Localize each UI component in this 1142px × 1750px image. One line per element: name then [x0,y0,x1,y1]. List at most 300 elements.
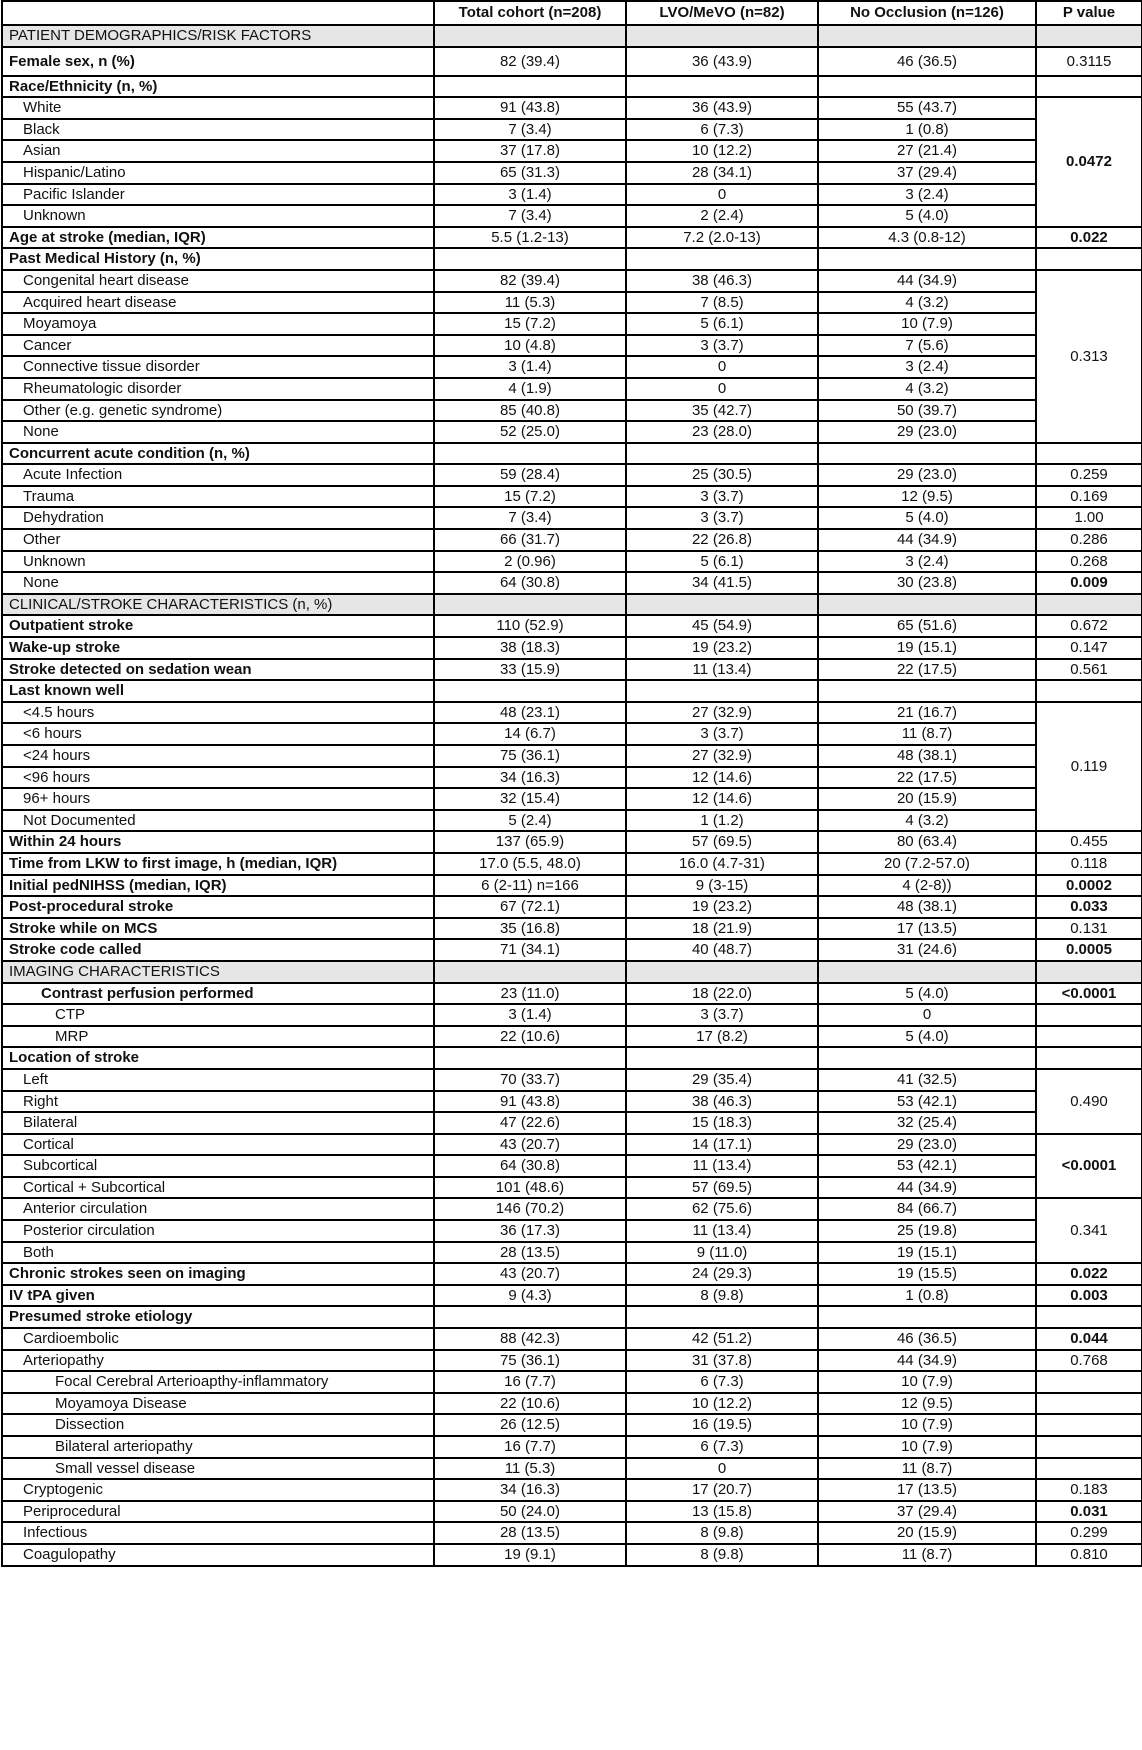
section-title: IMAGING CHARACTERISTICS [2,961,434,983]
cell-p-value: 0.022 [1036,1263,1142,1285]
section-title: PATIENT DEMOGRAPHICS/RISK FACTORS [2,25,434,47]
row-label: White [2,97,434,119]
cell-no-occlusion: 12 (9.5) [818,486,1036,508]
cell-lvo-mevo: 8 (9.8) [626,1522,818,1544]
table-row [2,486,1142,508]
cell-lvo-mevo: 14 (17.1) [626,1134,818,1156]
table-row [2,76,1142,98]
table-row [2,831,1142,853]
cell-total-cohort: 146 (70.2) [434,1198,626,1220]
cell-p-value [1036,1026,1142,1048]
cell-total-cohort: 91 (43.8) [434,97,626,119]
cell-p-value: 0.003 [1036,1285,1142,1307]
table-row [2,572,1142,594]
cell-total-cohort: 75 (36.1) [434,1350,626,1372]
row-label: Trauma [2,486,434,508]
cell-lvo-mevo [626,443,818,465]
cell-lvo-mevo [626,1047,818,1069]
cell-p-value: 0.022 [1036,227,1142,249]
table-row [2,1263,1142,1285]
row-label: None [2,421,434,443]
table-row [2,248,1142,270]
row-label: Focal Cerebral Arterioapthy-inflammatory [2,1371,434,1393]
cell-total-cohort: 17.0 (5.5, 48.0) [434,853,626,875]
cell-lvo-mevo: 22 (26.8) [626,529,818,551]
cell-total-cohort: 3 (1.4) [434,184,626,206]
cell-total-cohort: 10 (4.8) [434,335,626,357]
table-row [2,1501,1142,1523]
cell-p-value: 0.313 [1036,270,1142,443]
cell-p-value: 0.033 [1036,896,1142,918]
cell-total-cohort: 38 (18.3) [434,637,626,659]
row-label: Stroke code called [2,939,434,961]
row-label: Rheumatologic disorder [2,378,434,400]
row-label: CTP [2,1004,434,1026]
table-row [2,97,1142,119]
row-label: IV tPA given [2,1285,434,1307]
table-row [2,1026,1142,1048]
table-row [2,918,1142,940]
table-row [2,162,1142,184]
cell-no-occlusion: 10 (7.9) [818,1414,1036,1436]
cell-p-value: 0.0002 [1036,875,1142,897]
row-label: Coagulopathy [2,1544,434,1566]
cell-total-cohort: 91 (43.8) [434,1091,626,1113]
cell-no-occlusion: 32 (25.4) [818,1112,1036,1134]
cell-no-occlusion: 29 (23.0) [818,1134,1036,1156]
cell-no-occlusion: 4 (3.2) [818,810,1036,832]
cell-total-cohort: 43 (20.7) [434,1134,626,1156]
table-row [2,1047,1142,1069]
cell-no-occlusion: 4.3 (0.8-12) [818,227,1036,249]
cell-lvo-mevo: 5 (6.1) [626,313,818,335]
row-label: Bilateral [2,1112,434,1134]
cell-no-occlusion: 22 (17.5) [818,767,1036,789]
cell-no-occlusion: 22 (17.5) [818,659,1036,681]
row-label: Unknown [2,551,434,573]
cell-p-value: 0.561 [1036,659,1142,681]
cell-p-value: 0.768 [1036,1350,1142,1372]
table-row [2,1393,1142,1415]
cell-lvo-mevo: 15 (18.3) [626,1112,818,1134]
row-label: Moyamoya Disease [2,1393,434,1415]
cell-p-value [1036,1458,1142,1480]
cell-p-value [1036,1393,1142,1415]
table-row [2,1155,1142,1177]
cell-lvo-mevo [626,961,818,983]
cell-total-cohort: 5.5 (1.2-13) [434,227,626,249]
row-label: <4.5 hours [2,702,434,724]
cell-p-value: 0.810 [1036,1544,1142,1566]
cell-total-cohort: 101 (48.6) [434,1177,626,1199]
table-row [2,983,1142,1005]
cell-no-occlusion [818,248,1036,270]
cell-lvo-mevo: 36 (43.9) [626,47,818,76]
row-label: Outpatient stroke [2,615,434,637]
cell-no-occlusion: 44 (34.9) [818,270,1036,292]
cell-p-value: 0.131 [1036,918,1142,940]
cell-lvo-mevo: 27 (32.9) [626,745,818,767]
table-row [2,1112,1142,1134]
cell-no-occlusion: 48 (38.1) [818,745,1036,767]
cell-lvo-mevo: 0 [626,184,818,206]
table-row [2,1522,1142,1544]
cell-p-value: 0.031 [1036,1501,1142,1523]
cell-p-value: 0.119 [1036,702,1142,832]
cell-no-occlusion: 29 (23.0) [818,421,1036,443]
cell-lvo-mevo: 6 (7.3) [626,1371,818,1393]
cell-total-cohort: 7 (3.4) [434,119,626,141]
cell-no-occlusion: 11 (8.7) [818,1458,1036,1480]
cell-no-occlusion: 5 (4.0) [818,507,1036,529]
row-label: Cryptogenic [2,1479,434,1501]
cell-lvo-mevo: 12 (14.6) [626,788,818,810]
cell-lvo-mevo [626,25,818,47]
cell-p-value: 0.3115 [1036,47,1142,76]
cell-no-occlusion: 21 (16.7) [818,702,1036,724]
cell-no-occlusion: 17 (13.5) [818,1479,1036,1501]
cell-total-cohort [434,961,626,983]
cell-total-cohort: 75 (36.1) [434,745,626,767]
cell-total-cohort: 110 (52.9) [434,615,626,637]
table-row [2,1134,1142,1156]
cell-p-value [1036,680,1142,702]
table-row [2,896,1142,918]
cell-no-occlusion: 10 (7.9) [818,1436,1036,1458]
row-label: <24 hours [2,745,434,767]
cell-lvo-mevo: 24 (29.3) [626,1263,818,1285]
cell-p-value: 0.009 [1036,572,1142,594]
cell-total-cohort: 64 (30.8) [434,572,626,594]
cell-total-cohort [434,594,626,616]
cell-lvo-mevo: 7 (8.5) [626,292,818,314]
cell-lvo-mevo: 11 (13.4) [626,1220,818,1242]
row-label: Unknown [2,205,434,227]
cell-total-cohort: 35 (16.8) [434,918,626,940]
table-row [2,1198,1142,1220]
cell-no-occlusion: 80 (63.4) [818,831,1036,853]
table-row [2,637,1142,659]
table-row [2,788,1142,810]
cell-total-cohort: 22 (10.6) [434,1393,626,1415]
cell-total-cohort [434,1306,626,1328]
cell-no-occlusion: 19 (15.1) [818,637,1036,659]
cell-no-occlusion: 20 (15.9) [818,1522,1036,1544]
cell-total-cohort: 2 (0.96) [434,551,626,573]
cell-no-occlusion: 3 (2.4) [818,356,1036,378]
cell-lvo-mevo: 1 (1.2) [626,810,818,832]
cell-lvo-mevo: 7.2 (2.0-13) [626,227,818,249]
section-title: CLINICAL/STROKE CHARACTERISTICS (n, %) [2,594,434,616]
cell-no-occlusion: 5 (4.0) [818,205,1036,227]
cell-lvo-mevo: 34 (41.5) [626,572,818,594]
cell-p-value [1036,1436,1142,1458]
row-label: Congenital heart disease [2,270,434,292]
row-label: Within 24 hours [2,831,434,853]
cell-lvo-mevo: 3 (3.7) [626,507,818,529]
table-row [2,140,1142,162]
cell-p-value: 0.183 [1036,1479,1142,1501]
cell-no-occlusion: 41 (32.5) [818,1069,1036,1091]
cell-no-occlusion: 44 (34.9) [818,529,1036,551]
cell-p-value: 0.672 [1036,615,1142,637]
cell-lvo-mevo: 9 (3-15) [626,875,818,897]
table-row [2,335,1142,357]
cell-no-occlusion [818,680,1036,702]
table-row [2,378,1142,400]
cell-lvo-mevo: 0 [626,356,818,378]
row-label: Subcortical [2,1155,434,1177]
header-variable [2,1,434,25]
header-total-cohort: Total cohort (n=208) [434,1,626,25]
cell-p-value [1036,25,1142,47]
row-label: Posterior circulation [2,1220,434,1242]
cell-no-occlusion: 53 (42.1) [818,1155,1036,1177]
cell-total-cohort: 5 (2.4) [434,810,626,832]
cell-lvo-mevo [626,248,818,270]
table-row [2,1220,1142,1242]
cell-p-value [1036,248,1142,270]
cell-total-cohort: 9 (4.3) [434,1285,626,1307]
table-row [2,1091,1142,1113]
cell-no-occlusion [818,594,1036,616]
table-row [2,810,1142,832]
cell-lvo-mevo: 3 (3.7) [626,335,818,357]
cell-total-cohort: 7 (3.4) [434,205,626,227]
cell-total-cohort: 82 (39.4) [434,270,626,292]
table-row [2,421,1142,443]
table-row [2,1177,1142,1199]
cell-no-occlusion: 46 (36.5) [818,1328,1036,1350]
cell-lvo-mevo: 25 (30.5) [626,464,818,486]
cell-total-cohort: 15 (7.2) [434,486,626,508]
table-row [2,1479,1142,1501]
cell-no-occlusion: 0 [818,1004,1036,1026]
cell-no-occlusion [818,961,1036,983]
table-row [2,1328,1142,1350]
cell-lvo-mevo: 16 (19.5) [626,1414,818,1436]
cell-total-cohort: 37 (17.8) [434,140,626,162]
cell-p-value [1036,1371,1142,1393]
row-label: Wake-up stroke [2,637,434,659]
cell-lvo-mevo: 29 (35.4) [626,1069,818,1091]
row-label: Dissection [2,1414,434,1436]
cohort-characteristics-table [1,0,1142,1567]
cell-total-cohort: 137 (65.9) [434,831,626,853]
table-row [2,119,1142,141]
cell-total-cohort: 43 (20.7) [434,1263,626,1285]
cell-no-occlusion: 20 (7.2-57.0) [818,853,1036,875]
cell-lvo-mevo: 16.0 (4.7-31) [626,853,818,875]
cell-no-occlusion: 37 (29.4) [818,162,1036,184]
cell-lvo-mevo: 40 (48.7) [626,939,818,961]
row-label: 96+ hours [2,788,434,810]
row-label: Arteriopathy [2,1350,434,1372]
cell-lvo-mevo: 38 (46.3) [626,1091,818,1113]
table-row [2,767,1142,789]
table-row [2,227,1142,249]
row-label: Dehydration [2,507,434,529]
cell-total-cohort [434,443,626,465]
cell-lvo-mevo: 0 [626,1458,818,1480]
cell-lvo-mevo: 6 (7.3) [626,119,818,141]
cell-no-occlusion: 17 (13.5) [818,918,1036,940]
cell-total-cohort [434,248,626,270]
cell-total-cohort: 71 (34.1) [434,939,626,961]
cell-p-value: 0.169 [1036,486,1142,508]
cell-p-value: 0.0005 [1036,939,1142,961]
row-label: Race/Ethnicity (n, %) [2,76,434,98]
table-row [2,723,1142,745]
table-row [2,1458,1142,1480]
cell-no-occlusion: 65 (51.6) [818,615,1036,637]
cell-no-occlusion: 3 (2.4) [818,551,1036,573]
cell-lvo-mevo: 57 (69.5) [626,1177,818,1199]
cell-no-occlusion: 19 (15.1) [818,1242,1036,1264]
row-label: Time from LKW to first image, h (median, IQR) [2,853,434,875]
cell-no-occlusion: 53 (42.1) [818,1091,1036,1113]
table-row [2,47,1142,76]
table-row [2,853,1142,875]
row-label: Past Medical History (n, %) [2,248,434,270]
row-label: Stroke detected on sedation wean [2,659,434,681]
table-row [2,184,1142,206]
cell-total-cohort: 11 (5.3) [434,292,626,314]
cell-total-cohort [434,1047,626,1069]
cell-lvo-mevo: 31 (37.8) [626,1350,818,1372]
cell-lvo-mevo: 8 (9.8) [626,1285,818,1307]
row-label: Cortical + Subcortical [2,1177,434,1199]
table-body [2,25,1142,1566]
row-label: Asian [2,140,434,162]
cell-no-occlusion: 10 (7.9) [818,313,1036,335]
cell-no-occlusion [818,443,1036,465]
row-label: Last known well [2,680,434,702]
table-row [2,680,1142,702]
cell-total-cohort: 36 (17.3) [434,1220,626,1242]
row-label: Other [2,529,434,551]
table-row [2,1436,1142,1458]
cell-no-occlusion: 25 (19.8) [818,1220,1036,1242]
cell-total-cohort: 33 (15.9) [434,659,626,681]
cell-no-occlusion: 10 (7.9) [818,1371,1036,1393]
table-row [2,529,1142,551]
cell-total-cohort: 64 (30.8) [434,1155,626,1177]
cell-p-value [1036,443,1142,465]
row-label: <96 hours [2,767,434,789]
cell-total-cohort: 19 (9.1) [434,1544,626,1566]
table-row [2,939,1142,961]
cell-p-value: 0.455 [1036,831,1142,853]
cell-p-value [1036,1004,1142,1026]
cell-total-cohort: 65 (31.3) [434,162,626,184]
cell-lvo-mevo: 3 (3.7) [626,723,818,745]
table-row [2,1350,1142,1372]
cell-no-occlusion: 27 (21.4) [818,140,1036,162]
cell-total-cohort: 47 (22.6) [434,1112,626,1134]
row-label: Not Documented [2,810,434,832]
cell-lvo-mevo: 0 [626,378,818,400]
table-row [2,615,1142,637]
table-row [2,356,1142,378]
cell-p-value [1036,961,1142,983]
table-row [2,1414,1142,1436]
cell-lvo-mevo: 23 (28.0) [626,421,818,443]
cell-p-value [1036,1047,1142,1069]
row-label: Acquired heart disease [2,292,434,314]
cell-no-occlusion: 5 (4.0) [818,983,1036,1005]
cell-total-cohort: 88 (42.3) [434,1328,626,1350]
cell-total-cohort: 48 (23.1) [434,702,626,724]
cell-p-value: 0.044 [1036,1328,1142,1350]
cell-lvo-mevo: 19 (23.2) [626,896,818,918]
header-row [2,1,1142,25]
row-label: Cortical [2,1134,434,1156]
table-row [2,702,1142,724]
cell-lvo-mevo: 11 (13.4) [626,659,818,681]
cell-lvo-mevo: 18 (21.9) [626,918,818,940]
cell-no-occlusion [818,1047,1036,1069]
cell-p-value: 0.490 [1036,1069,1142,1134]
cell-no-occlusion: 30 (23.8) [818,572,1036,594]
cell-lvo-mevo: 11 (13.4) [626,1155,818,1177]
row-label: Chronic strokes seen on imaging [2,1263,434,1285]
cell-lvo-mevo: 35 (42.7) [626,400,818,422]
cell-p-value [1036,1306,1142,1328]
table-row [2,551,1142,573]
cell-p-value: 0.286 [1036,529,1142,551]
row-label: Right [2,1091,434,1113]
cell-total-cohort: 28 (13.5) [434,1242,626,1264]
cell-lvo-mevo: 10 (12.2) [626,1393,818,1415]
row-label: Bilateral arteriopathy [2,1436,434,1458]
row-label: Left [2,1069,434,1091]
cell-no-occlusion: 4 (3.2) [818,378,1036,400]
cell-no-occlusion: 84 (66.7) [818,1198,1036,1220]
cell-no-occlusion: 44 (34.9) [818,1177,1036,1199]
cell-no-occlusion: 44 (34.9) [818,1350,1036,1372]
cell-total-cohort: 70 (33.7) [434,1069,626,1091]
cell-no-occlusion: 12 (9.5) [818,1393,1036,1415]
cell-no-occlusion: 4 (3.2) [818,292,1036,314]
row-label: None [2,572,434,594]
cell-no-occlusion: 5 (4.0) [818,1026,1036,1048]
cell-no-occlusion: 4 (2-8)) [818,875,1036,897]
cell-total-cohort: 52 (25.0) [434,421,626,443]
table-row [2,1544,1142,1566]
row-label: Small vessel disease [2,1458,434,1480]
cell-no-occlusion: 1 (0.8) [818,1285,1036,1307]
cell-no-occlusion: 11 (8.7) [818,723,1036,745]
cell-total-cohort [434,76,626,98]
cell-lvo-mevo [626,76,818,98]
row-label: Cardioembolic [2,1328,434,1350]
row-label: Black [2,119,434,141]
cell-p-value: 0.118 [1036,853,1142,875]
cell-no-occlusion: 31 (24.6) [818,939,1036,961]
row-label: Other (e.g. genetic syndrome) [2,400,434,422]
cell-p-value [1036,1414,1142,1436]
row-label: <6 hours [2,723,434,745]
cell-p-value: 0.259 [1036,464,1142,486]
cell-lvo-mevo: 2 (2.4) [626,205,818,227]
table-row [2,1004,1142,1026]
cell-lvo-mevo: 17 (8.2) [626,1026,818,1048]
cell-total-cohort: 4 (1.9) [434,378,626,400]
cell-lvo-mevo: 6 (7.3) [626,1436,818,1458]
cell-lvo-mevo: 12 (14.6) [626,767,818,789]
cell-p-value: <0.0001 [1036,983,1142,1005]
